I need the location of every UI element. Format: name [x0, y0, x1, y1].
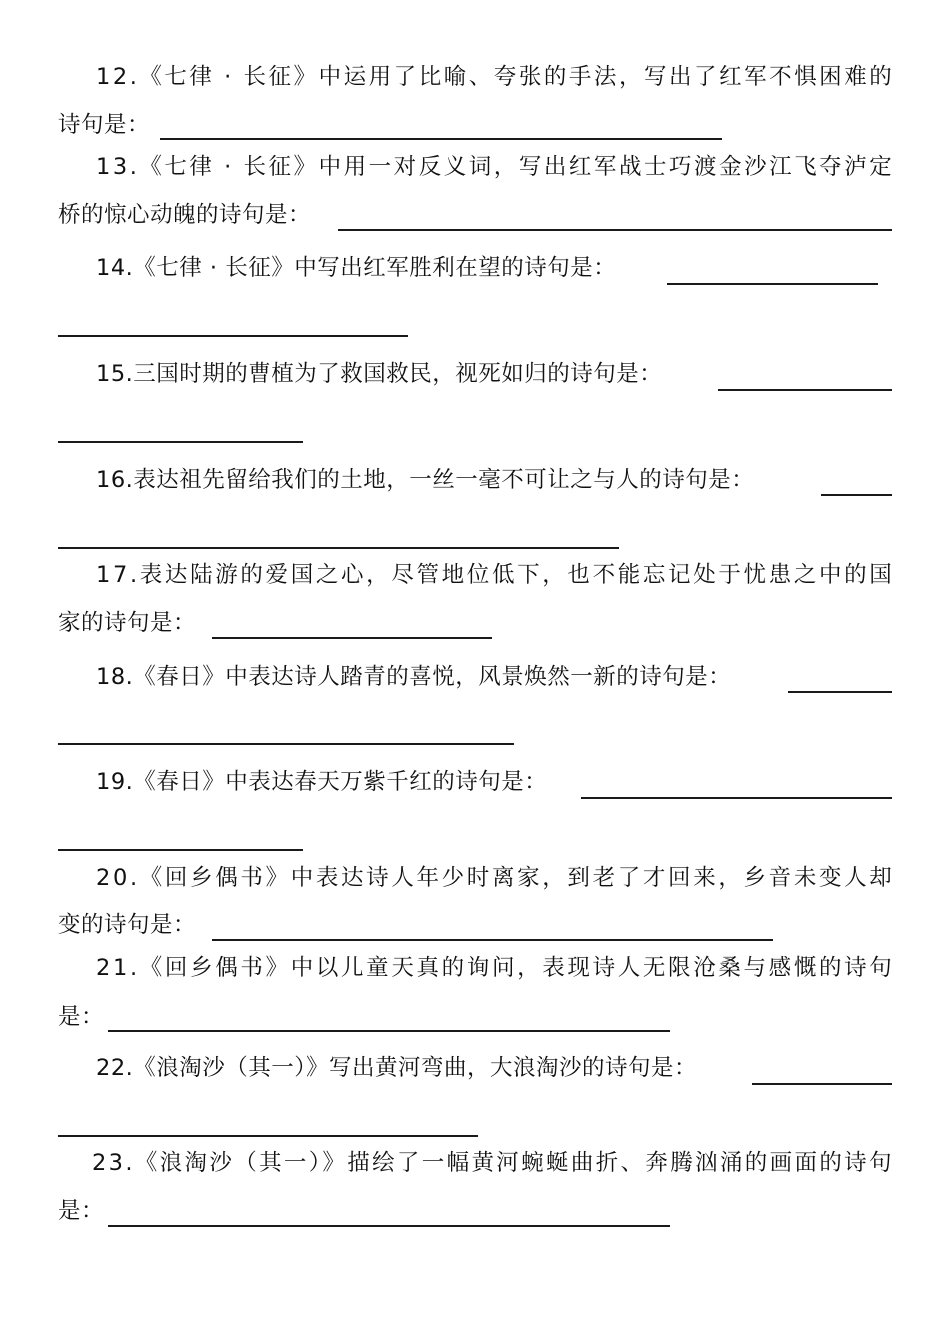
- question-15-line1: 15.三国时期的曹植为了救国救民，视死如归的诗句是：: [96, 361, 663, 387]
- question-13-line2: 桥的惊心动魄的诗句是：: [58, 202, 312, 228]
- answer-blank-23[interactable]: [108, 1225, 670, 1227]
- question-12-line2: 诗句是：: [58, 112, 151, 138]
- answer-blank-16a[interactable]: [821, 494, 892, 496]
- answer-blank-18a[interactable]: [788, 691, 892, 693]
- question-21-line2: 是：: [58, 1004, 105, 1030]
- answer-blank-19a[interactable]: [581, 797, 892, 799]
- question-20-line2: 变的诗句是：: [58, 912, 197, 938]
- answer-blank-12[interactable]: [160, 138, 722, 140]
- question-20-line1: 20.《回乡偶书》中表达诗人年少时离家，到老了才回来，乡音未变人却: [96, 865, 895, 891]
- answer-blank-17[interactable]: [212, 637, 492, 639]
- answer-blank-15a[interactable]: [718, 389, 892, 391]
- question-21-line1: 21.《回乡偶书》中以儿童天真的询问，表现诗人无限沧桑与感慨的诗句: [96, 955, 895, 981]
- question-23-line1: 23.《浪淘沙（其一）》描绘了一幅黄河蜿蜒曲折、奔腾汹涌的画面的诗句: [92, 1150, 894, 1176]
- answer-blank-21[interactable]: [108, 1030, 670, 1032]
- answer-blank-14a[interactable]: [667, 283, 878, 285]
- question-18-line1: 18.《春日》中表达诗人踏青的喜悦，风景焕然一新的诗句是：: [96, 664, 732, 690]
- answer-blank-15b[interactable]: [58, 441, 303, 443]
- answer-blank-18b[interactable]: [58, 743, 514, 745]
- question-23-line2: 是：: [58, 1198, 105, 1224]
- answer-blank-19b[interactable]: [58, 849, 303, 851]
- answer-blank-22a[interactable]: [752, 1083, 892, 1085]
- question-16-line1: 16.表达祖先留给我们的土地，一丝一毫不可让之与人的诗句是：: [96, 467, 755, 493]
- answer-blank-22b[interactable]: [58, 1135, 478, 1137]
- question-17-line1: 17.表达陆游的爱国之心，尽管地位低下，也不能忘记处于忧患之中的国: [96, 562, 895, 588]
- answer-blank-13[interactable]: [338, 229, 892, 231]
- question-17-line2: 家的诗句是：: [58, 610, 197, 636]
- answer-blank-14b[interactable]: [58, 335, 408, 337]
- question-14-line1: 14.《七律 · 长征》中写出红军胜利在望的诗句是：: [96, 255, 617, 281]
- answer-blank-20[interactable]: [212, 939, 773, 941]
- answer-blank-16b[interactable]: [58, 547, 619, 549]
- question-13-line1: 13.《七律 · 长征》中用一对反义词，写出红军战士巧渡金沙江飞夺泸定: [96, 154, 895, 180]
- question-12-line1: 12.《七律 · 长征》中运用了比喻、夸张的手法，写出了红军不惧困难的: [96, 64, 895, 90]
- question-19-line1: 19.《春日》中表达春天万紫千红的诗句是：: [96, 769, 548, 795]
- question-22-line1: 22.《浪淘沙（其一）》写出黄河弯曲，大浪淘沙的诗句是：: [96, 1055, 698, 1081]
